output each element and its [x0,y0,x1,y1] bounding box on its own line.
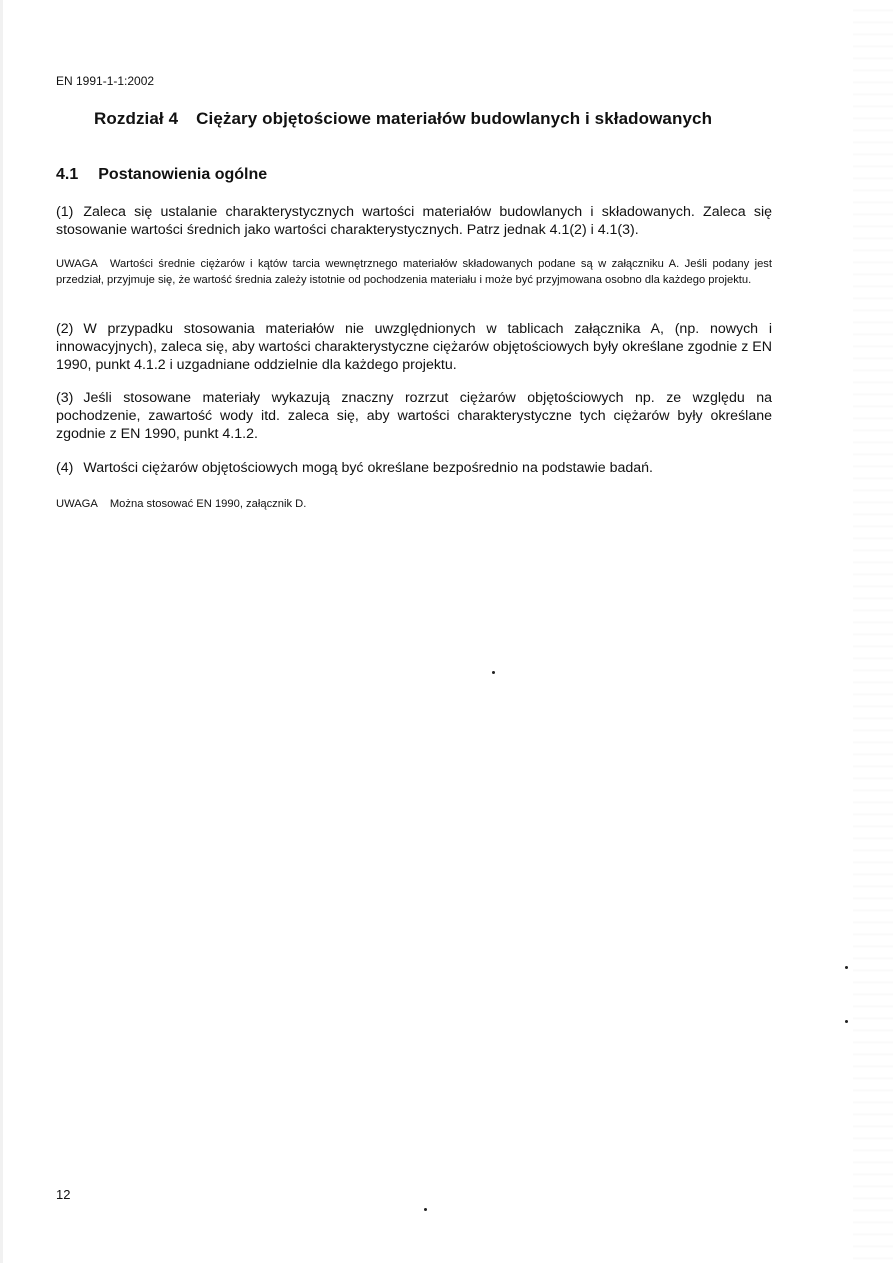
note-text: Wartości średnie ciężarów i kątów tarcia wewnętrznego materiałów składowanych podane są w załączniku A. Jeśli podany jest przedział, przyjmuje się, że wartość średnia zależy istotnie od pochodzenia materiału i może być przyjmowana osobno dla każdego projektu. [56,258,772,286]
paragraph-number: (2) [56,321,74,337]
paragraph-text: Zaleca się ustalanie charakterystycznych wartości materiałów budowlanych i składowanych. Zaleca się stosowanie wartości średnich jako wartości charakterystycznych. Patrz jednak 4.1(2) i 4.1(3). [56,204,772,238]
scan-speck [424,1208,427,1211]
scan-speck [845,1020,848,1023]
paragraph-1 [56,203,772,239]
paragraph-number: (3) [56,390,74,406]
paragraph-2 [56,320,772,374]
scan-edge-right [853,0,893,1263]
section-title-text: Postanowienia ogólne [98,166,268,183]
note-label: UWAGA [56,258,98,270]
section-title [56,166,267,184]
note-1 [56,256,772,288]
paragraph-4 [56,459,772,477]
note-label: UWAGA [56,498,98,510]
chapter-title-text: Ciężary objętościowe materiałów budowlanych i składowanych [196,109,713,128]
chapter-title [94,109,712,129]
note-text: Można stosować EN 1990, załącznik D. [109,498,307,510]
paragraph-text: W przypadku stosowania materiałów nie uwzględnionych w tablicach załącznika A, (np. nowych i innowacyjnych), zaleca się, aby wartości charakterystyczne ciężarów objętościowych były określane zgodnie z EN 1990, punkt 4.1.2 i uzgadniane oddzielnie dla każdego projektu. [56,321,772,373]
document-code: EN 1991-1-1:2002 [56,74,155,88]
chapter-number: Rozdział 4 [94,109,179,128]
scan-edge-left [0,0,3,1263]
note-2 [56,496,772,512]
scan-speck [492,671,495,674]
section-number: 4.1 [56,166,79,183]
paragraph-number: (1) [56,204,74,220]
paragraph-3 [56,389,772,443]
page-number: 12 [56,1187,71,1202]
paragraph-number: (4) [56,460,74,476]
scan-speck [845,966,848,969]
paragraph-text: Jeśli stosowane materiały wykazują znaczny rozrzut ciężarów objętościowych np. ze względu na pochodzenie, zawartość wody itd. zaleca się, aby wartości charakterystyczne tych ciężarów były określane zgodnie z EN 1990, punkt 4.1.2. [56,390,772,442]
paragraph-text: Wartości ciężarów objętościowych mogą być określane bezpośrednio na podstawie badań. [83,460,653,476]
